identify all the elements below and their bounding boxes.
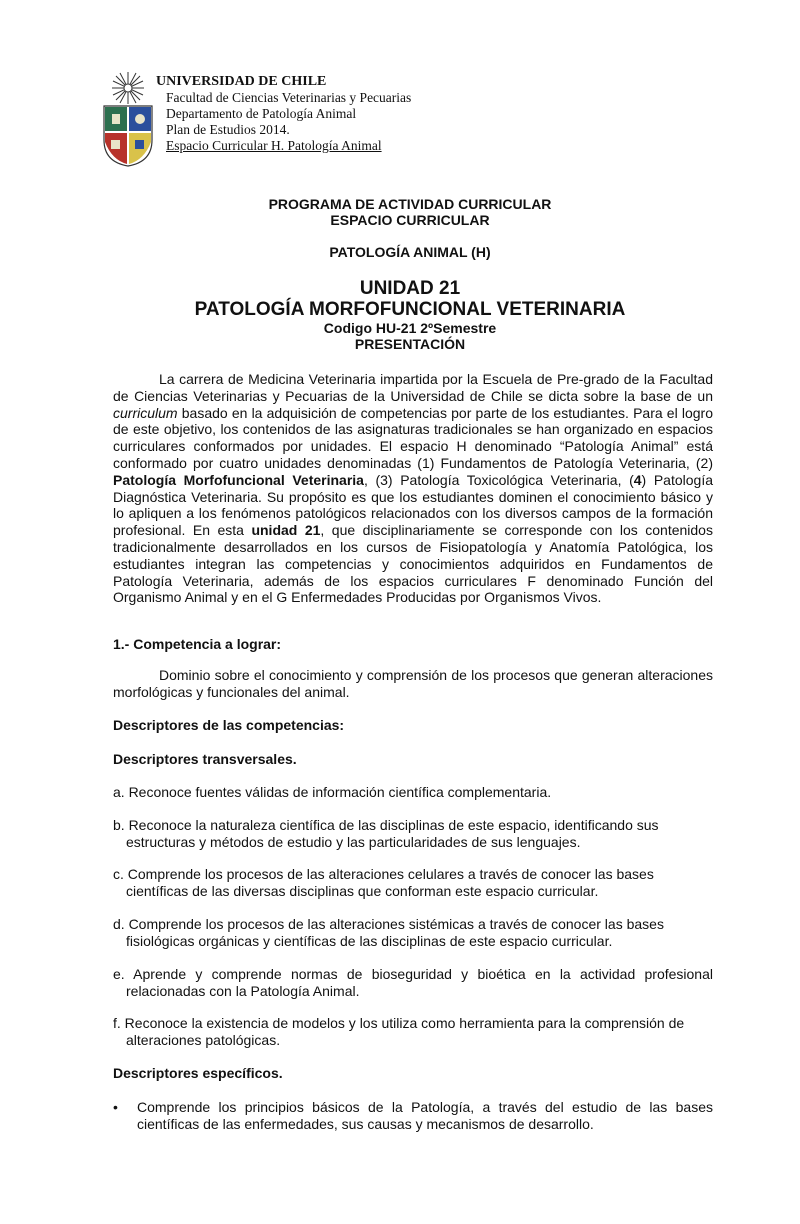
- unidad-title: UNIDAD 21: [359, 278, 461, 299]
- department-name: Departamento de Patología Animal: [166, 106, 357, 121]
- intro-paragraph: [113, 371, 713, 606]
- intro-curriculum: curriculum: [113, 404, 178, 421]
- list-item-first: e. Aprende y comprende normas de bioseguridad y bioética en la actividad profesional: [113, 966, 713, 982]
- competencia-paragraph: [113, 667, 713, 701]
- course-code: Codigo HU-21 2ºSemestre: [323, 320, 497, 336]
- bullet-dot: •: [113, 1099, 118, 1115]
- list-item: [113, 966, 713, 1000]
- institution-header: [158, 74, 411, 154]
- list-item: [113, 916, 713, 950]
- unidad-name-title: PATOLOGÍA MORFOFUNCIONAL VETERINARIA: [194, 299, 626, 320]
- patologia-title: PATOLOGÍA ANIMAL (H): [329, 244, 491, 260]
- intro-bold-unidad21: unidad 21: [251, 522, 321, 539]
- list-item-rest: científicas de las diversas disciplinas que conforman este espacio curricular.: [126, 882, 599, 899]
- university-crest-icon: [100, 70, 156, 168]
- intro-text-4: ) Patología Diagnóstica Veterinaria. Su propósito es que los estudiantes dominen el conocimiento básico y lo apliquen a los fenómenos patológicos relacionados con los diversos campos de la formación profesional. En esta: [113, 471, 713, 539]
- curricular-space: Espacio Curricular H. Patología Animal: [166, 138, 382, 153]
- transversales-heading: Descriptores transversales.: [113, 751, 297, 767]
- list-item-first: d. Comprende los procesos de las alteraciones sistémicas a través de conocer las bases: [113, 916, 664, 932]
- list-item-first: a. Reconoce fuentes válidas de información científica complementaria.: [113, 784, 552, 800]
- list-item-first: b. Reconoce la naturaleza científica de las disciplinas de este espacio, identificando sus: [113, 817, 659, 833]
- program-title: [0, 196, 800, 228]
- bullet-text: Comprende los principios básicos de la Patología, a través del estudio de las bases científicas de las enfermedades, sus causas y mecanismos de desarrollo.: [137, 1099, 713, 1132]
- list-item: [113, 1015, 713, 1049]
- intro-text-1: La carrera de Medicina Veterinaria impartida por la Escuela de Pre-grado de la Facultad de Ciencias Veterinarias y Pecuarias de la Universidad de Chile se dicta sobre la base de un: [113, 371, 713, 404]
- list-item-first: c. Comprende los procesos de las alteraciones celulares a través de conocer las bases: [113, 866, 654, 882]
- program-title-line2: ESPACIO CURRICULAR: [330, 212, 490, 228]
- faculty-name: Facultad de Ciencias Veterinarias y Pecuarias: [166, 90, 412, 105]
- competencia-heading: 1.- Competencia a lograr:: [113, 636, 282, 652]
- intro-bold-unit: Patología Morfofuncional Veterinaria: [113, 471, 364, 488]
- intro-bold-4: 4: [633, 471, 642, 488]
- intro-text-2: basado en la adquisición de competencias por parte de los estudiantes. Para el logro de este objetivo, los contenidos de las asignaturas tradicionales se han organizado en espacios curriculares conformados por unidades. El espacio H denominado “Patología Animal” está conformado por cuatro unidades denominadas (1) Fundamentos de Patología Veterinaria, (2): [113, 404, 713, 471]
- list-item: [113, 784, 713, 801]
- competencia-text: Dominio sobre el conocimiento y comprensión de los procesos que generan alteraciones morfológicas y funcionales del animal.: [113, 667, 713, 700]
- list-item-first: f. Reconoce la existencia de modelos y los utiliza como herramienta para la comprensión de: [113, 1015, 685, 1031]
- program-title-line1: PROGRAMA DE ACTIVIDAD CURRICULAR: [268, 196, 552, 212]
- intro-text-3: , (3) Patología Toxicológica Veterinaria, (: [363, 471, 634, 488]
- bullet-item: [113, 1099, 713, 1133]
- list-item: [113, 866, 713, 900]
- list-item-rest: relacionadas con la Patología Animal.: [126, 982, 360, 999]
- intro-text-5: , que disciplinariamente se corresponde con los contenidos tradicionalmente desarrollados en los cursos de Fisiopatología y Anatomía Patológica, los estudiantes integran las competencias y conocimientos adquiridos en Fundamentos de Patología Veterinaria, además de los espacios curriculares F denominado Función del Organismo Animal y en el G Enfermedades Producidas por Organismos Vivos.: [113, 522, 713, 606]
- list-item-rest: fisiológicas orgánicas y científicas de las disciplinas de este espacio curricular.: [126, 932, 613, 949]
- list-item-rest: estructuras y métodos de estudio y las particularidades de sus lenguajes.: [126, 833, 581, 850]
- study-plan: Plan de Estudios 2014.: [166, 122, 290, 137]
- descriptores-heading: Descriptores de las competencias:: [113, 717, 345, 733]
- especificos-heading: Descriptores específicos.: [113, 1065, 283, 1081]
- list-item: [113, 817, 713, 851]
- presentacion-heading: PRESENTACIÓN: [354, 336, 466, 352]
- list-item-rest: alteraciones patológicas.: [126, 1031, 281, 1048]
- university-name: UNIVERSIDAD DE CHILE: [156, 74, 327, 89]
